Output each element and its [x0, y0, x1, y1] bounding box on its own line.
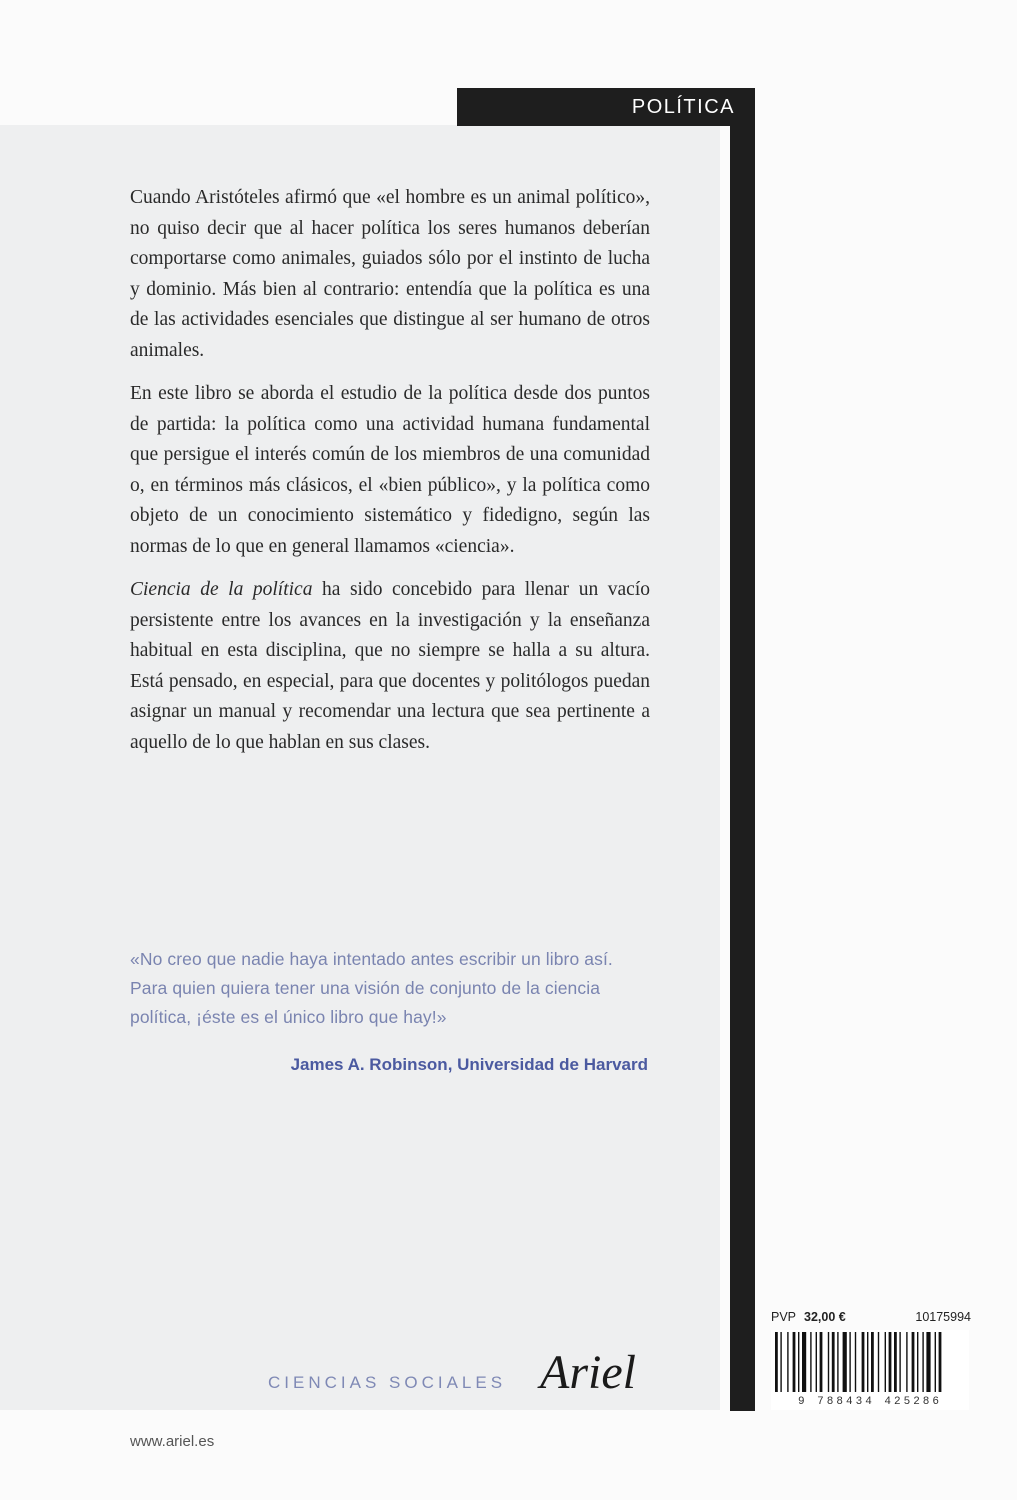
review-quote: «No creo que nadie haya intentado antes escribir un libro así. Para quien quiera tener una visión de conjunto de la ciencia política, ¡éste es el único libro que hay!»	[130, 949, 613, 1027]
blurb-paragraph-3-rest: ha sido concebido para llenar un vacío persistente entre los avances en la investigación y la enseñanza habitual en esta disciplina, que no siempre se halla a su altura. Está pensado, en especial, para que docentes y politólogos puedan asignar un manual y recomendar una lectura que sea pertinente a aquello de lo que hablan en sus clases.	[130, 579, 650, 753]
barcode-bar	[926, 1332, 930, 1392]
barcode-bar	[855, 1332, 856, 1392]
barcode-bar	[816, 1332, 817, 1392]
barcode-bar	[878, 1332, 879, 1392]
barcode-bar	[798, 1332, 799, 1392]
barcode-bar	[889, 1332, 892, 1392]
price-label: PVP	[771, 1310, 797, 1324]
barcode-bar	[837, 1332, 838, 1392]
barcode-bar	[862, 1332, 865, 1392]
barcode-bar	[843, 1332, 847, 1392]
barcode-bar	[871, 1332, 874, 1392]
barcode-bar	[867, 1332, 868, 1392]
barcode-bar	[828, 1332, 829, 1392]
price-value: 32,00 €	[804, 1310, 846, 1324]
book-title: Ciencia de la política	[130, 579, 313, 600]
blurb-paragraph-3	[130, 575, 650, 758]
barcode-bar	[935, 1332, 936, 1392]
product-code: 10175994	[915, 1310, 971, 1324]
barcode-bar	[885, 1332, 886, 1392]
barcode-bar	[775, 1332, 778, 1392]
blurb-paragraph-2: En este libro se aborda el estudio de la política desde dos puntos de partida: la política como una actividad humana fundamental que persigue el interés común de los miembros de una comunidad o, en términos más clásicos, el «bien público», y la política como objeto de un conocimiento sistemático y fidedigno, según las normas de lo que en general llamamos «ciencia».	[130, 383, 650, 557]
price-row	[771, 1310, 971, 1324]
barcode-bar	[922, 1332, 923, 1392]
publisher-logo: Ariel	[540, 1346, 636, 1399]
barcode-bars-icon	[771, 1330, 969, 1394]
barcode-digits: 9 788434 425286	[797, 1396, 943, 1408]
barcode-bar	[832, 1332, 835, 1392]
barcode-bar	[787, 1332, 788, 1392]
barcode-bar	[906, 1332, 907, 1392]
barcode-bar	[802, 1332, 806, 1392]
blurb-text	[130, 183, 650, 771]
barcode-bar	[917, 1332, 918, 1392]
barcode-bar	[912, 1332, 915, 1392]
website-url: www.ariel.es	[130, 1433, 215, 1450]
barcode-bar	[939, 1332, 942, 1392]
barcode-bar	[899, 1332, 900, 1392]
barcode-bar	[810, 1332, 811, 1392]
category-label: POLÍTICA	[631, 95, 735, 118]
category-tab	[457, 88, 755, 126]
quote-author: James A. Robinson, Universidad de Harvard	[290, 1055, 648, 1074]
blurb-paragraph-1: Cuando Aristóteles afirmó que «el hombre es un animal político», no quiso decir que al hacer política los seres humanos deberían comportarse como animales, guiados sólo por el instinto de lucha y dominio. Más bien al contrario: entendía que la política es una de las actividades esenciales que distingue al ser humano de otros animales.	[130, 187, 650, 361]
barcode-bar	[849, 1332, 850, 1392]
barcode-bar	[894, 1332, 897, 1392]
cover-spine-bar	[730, 88, 755, 1411]
barcode-bar	[793, 1332, 796, 1392]
series-label: CIENCIAS SOCIALES	[268, 1373, 507, 1392]
barcode-bar	[780, 1332, 781, 1392]
barcode-bar	[820, 1332, 823, 1392]
